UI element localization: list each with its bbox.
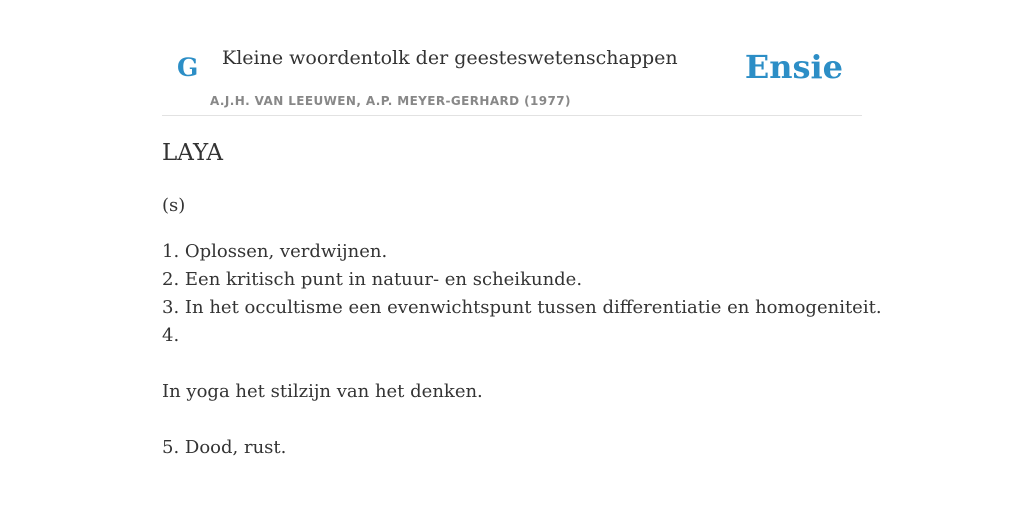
- book-title-link[interactable]: Kleine woordentolk der geesteswetenschappen: [222, 47, 678, 69]
- ensie-logo-link[interactable]: Ensie: [744, 48, 843, 86]
- entry-title: LAYA: [162, 140, 223, 166]
- definition-item: 3. In het occultisme een evenwichtspunt tussen differentiatie en homogeniteit.: [162, 297, 882, 318]
- yoga-note: In yoga het stilzijn van het denken.: [162, 381, 483, 402]
- definition-item: 1. Oplossen, verdwijnen.: [162, 241, 388, 262]
- entry-subtype: (s): [162, 195, 186, 216]
- book-authors: A.J.H. VAN LEEUWEN, A.P. MEYER-GERHARD (1977): [210, 94, 571, 108]
- definition-item: 5. Dood, rust.: [162, 437, 287, 458]
- book-header: [162, 36, 862, 116]
- definition-list: [162, 238, 882, 350]
- book-logo-icon[interactable]: G: [177, 53, 199, 82]
- definition-item: 2. Een kritisch punt in natuur- en scheikunde.: [162, 269, 583, 290]
- definition-item: 4.: [162, 325, 180, 346]
